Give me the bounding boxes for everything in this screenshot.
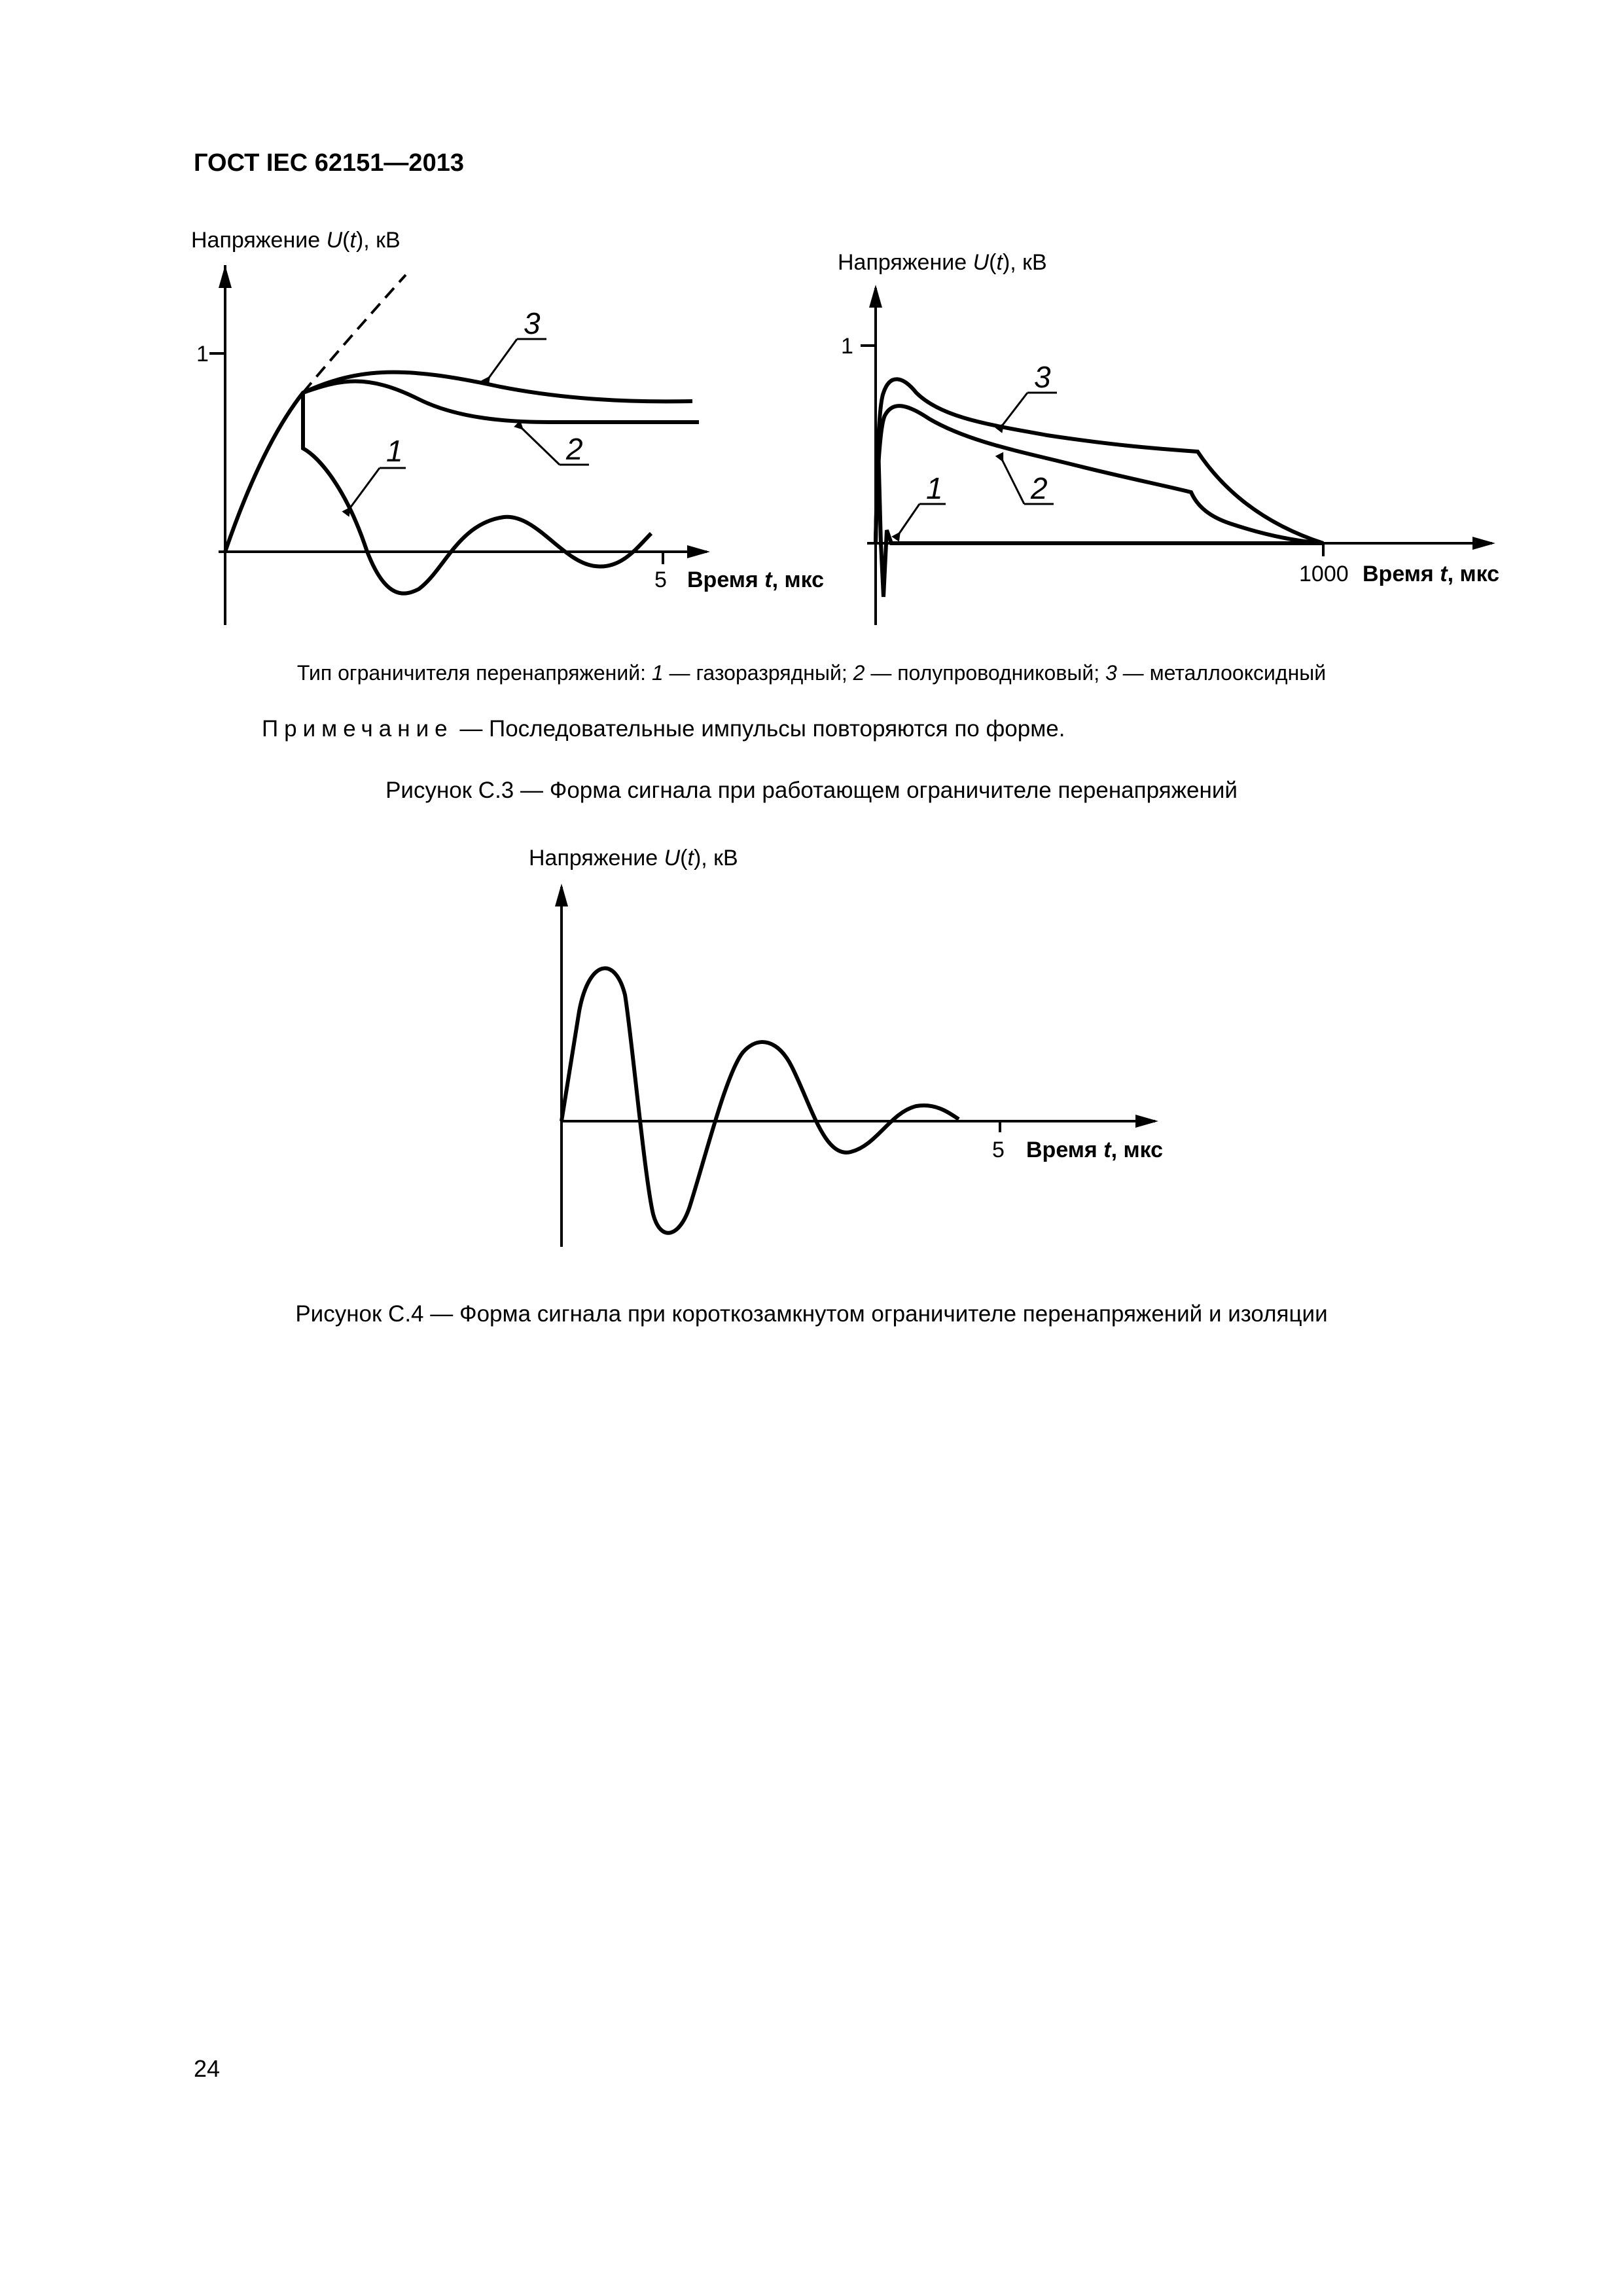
figure-c4-svg	[0, 818, 1623, 1289]
document-header: ГОСТ IEC 62151—2013	[194, 149, 464, 177]
y-tick-label: 1	[196, 342, 209, 367]
x-axis-arrow	[1135, 1115, 1158, 1128]
legend-num-3: 3	[1105, 661, 1117, 685]
damped-oscillation-curve	[562, 968, 959, 1232]
figure-c3-right-svg	[838, 0, 1623, 655]
curve-1-label: 1	[386, 434, 403, 468]
figure-c3-note	[262, 716, 1065, 742]
x-axis-label: Время t, мкс	[1026, 1138, 1164, 1162]
curve-2-label: 2	[1031, 471, 1048, 505]
curve-2-leader	[1001, 458, 1024, 504]
curve-3-metal-oxide	[225, 372, 692, 552]
y-axis-label: Напряжение U(t), кВ	[191, 228, 401, 253]
note-text: — Последовательные импульсы повторяются по форме.	[453, 716, 1065, 742]
curve-2-leader	[520, 427, 560, 465]
curve-3-leader	[488, 339, 517, 380]
curve-2-semiconductor	[876, 406, 1323, 543]
curve-1-gas-discharge	[876, 445, 1323, 597]
x-axis-arrow	[687, 545, 710, 558]
curve-1-leader	[348, 468, 380, 511]
legend-num-2: 2	[853, 661, 865, 685]
curve-3-metal-oxide	[876, 379, 1323, 543]
curve-3-label: 3	[524, 306, 541, 340]
y-axis-label: Напряжение U(t), кВ	[529, 846, 738, 870]
curve-2-label: 2	[566, 432, 583, 466]
x-axis-label: Время t, мкс	[1363, 562, 1500, 586]
figure-c3-right-plot	[838, 0, 1623, 655]
figure-c3-left-svg	[0, 0, 851, 655]
figure-c4-plot	[0, 818, 1623, 1289]
x-tick-label: 5	[654, 567, 667, 592]
figure-c3-caption: Рисунок С.3 — Форма сигнала при работающем ограничителе перенапряжений	[385, 778, 1238, 803]
x-axis-label: Время t, мкс	[687, 567, 825, 592]
x-tick-label: 1000	[1299, 562, 1349, 586]
curve-1-label: 1	[926, 471, 943, 505]
curve-3-leader	[1001, 393, 1027, 427]
curve-3-label: 3	[1034, 360, 1051, 394]
note-word: Примечание	[262, 716, 454, 742]
y-axis-arrow	[219, 265, 232, 288]
y-axis-arrow	[869, 285, 882, 308]
y-axis-arrow	[555, 884, 568, 906]
figure-c3-left-plot	[0, 0, 851, 655]
y-axis-label: Напряжение U(t), кВ	[838, 250, 1047, 275]
legend-num-1: 1	[651, 661, 664, 685]
x-tick-label: 5	[992, 1138, 1005, 1162]
figure-c4-caption: Рисунок С.4 — Форма сигнала при короткозамкнутом ограничителе перенапряжений и изоляции	[295, 1301, 1328, 1327]
curve-1-leader	[898, 504, 919, 535]
page-number: 24	[194, 2055, 221, 2082]
x-axis-arrow	[1472, 537, 1495, 550]
figure-c3-legend: Тип ограничителя перенапряжений: 1 — газоразрядный; 2 — полупроводниковый; 3 — металлооксидный	[296, 661, 1327, 685]
y-tick-label: 1	[841, 334, 853, 359]
